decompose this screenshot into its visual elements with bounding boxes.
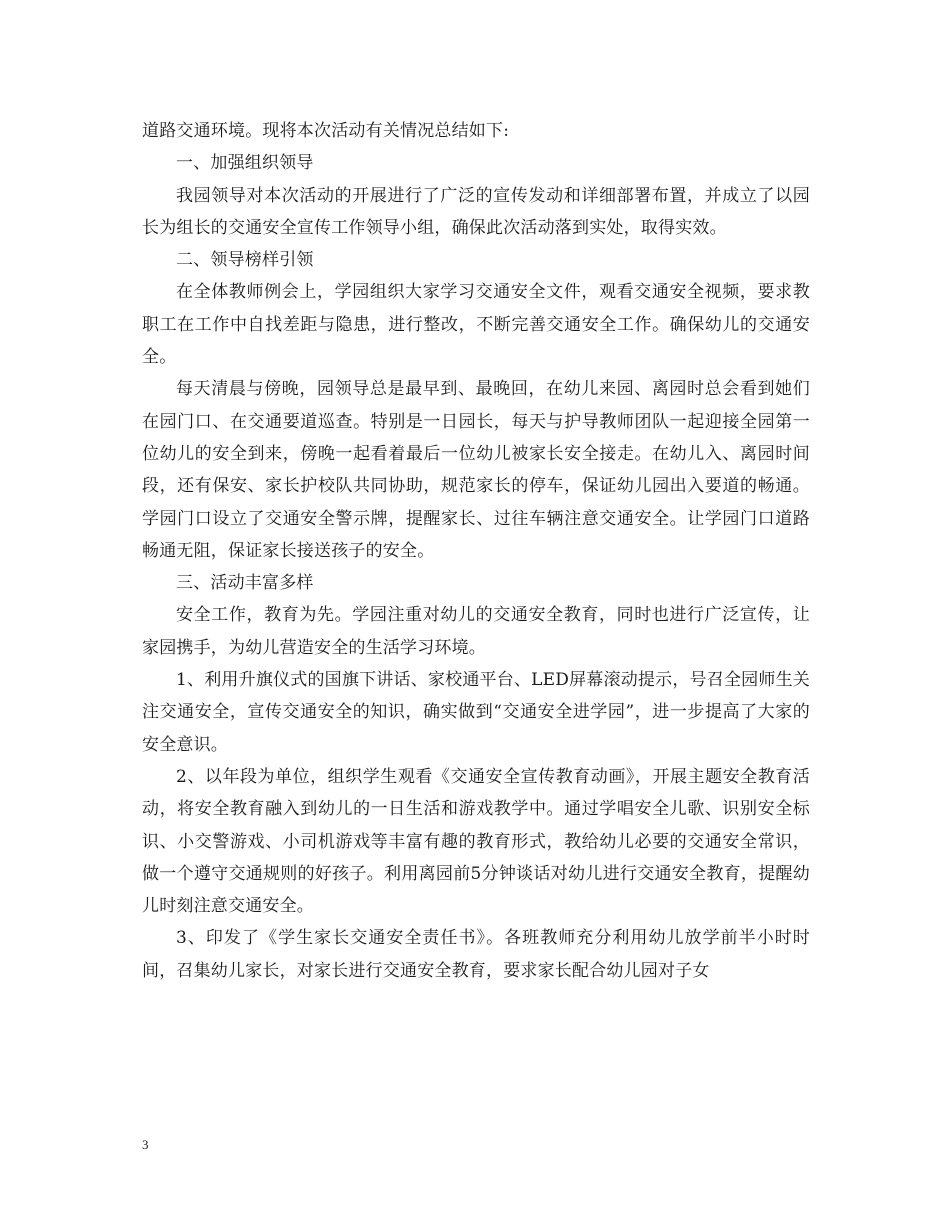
heading-rich-activities: 三、活动丰富多样 <box>176 573 314 594</box>
paragraph-item-2: 2、以年段为单位，组织学生观看《交通安全宣传教育动画》，开展主题安全教育活动，将安全教育融入到幼儿的一日生活和游戏教学中。通过学唱安全儿歌、识别安全标识、小交警游戏、小司机游戏等丰富有趣的教育形式，教给幼儿必要的交通安全常识，做一个遵守交通规则的好孩子。利用离园前5分钟谈话对幼儿进行交通安全教育，提醒幼儿时刻注意交通安全。 <box>142 766 810 917</box>
paragraph-leadership: 我园领导对本次活动的开展进行了广泛的宣传发动和详细部署布置，并成立了以园长为组长的交通安全宣传工作领导小组，确保此次活动落到实处，取得实效。 <box>142 185 810 238</box>
paragraph-daily-patrol: 每天清晨与傍晚，园领导总是最早到、最晚回，在幼儿来园、离园时总会看到她们在园门口、在交通要道巡查。特别是一日园长，每天与护导教师团队一起迎接全园第一位幼儿的安全到来，傍晚一起看着最后一位幼儿被家长安全接走。在幼儿入、离园时间段，还有保安、家长护校队共同协助，规范家长的停车，保证幼儿园出入要道的畅通。学园门口设立了交通安全警示牌，提醒家长、过往车辆注意交通安全。让学园门口道路畅通无阻，保证家长接送孩子的安全。 <box>142 379 810 561</box>
document-body <box>142 115 810 987</box>
paragraph-intro: 道路交通环境。现将本次活动有关情况总结如下: <box>142 121 510 141</box>
page-number: 3 <box>142 1137 149 1152</box>
heading-leaders-example: 二、领导榜样引领 <box>176 250 314 271</box>
paragraph-teacher-meeting: 在全体教师例会上，学园组织大家学习交通安全文件，观看交通安全视频，要求教职工在工作中自找差距与隐患，进行整改，不断完善交通安全工作。确保幼儿的交通安全。 <box>142 282 810 368</box>
paragraph-education-first: 安全工作，教育为先。学园注重对幼儿的交通安全教育，同时也进行广泛宣传，让家园携手，为幼儿营造安全的生活学习环境。 <box>142 605 810 658</box>
paragraph-item-1: 1、利用升旗仪式的国旗下讲话、家校通平台、LED屏幕滚动提示，号召全园师生关注交通安全，宣传交通安全的知识，确实做到“交通安全进学园”，进一步提高了大家的安全意识。 <box>142 670 810 755</box>
paragraph-item-3: 3、印发了《学生家长交通安全责任书》。各班教师充分利用幼儿放学前半小时时间，召集幼儿家长，对家长进行交通安全教育，要求家长配合幼儿园对子女 <box>142 928 810 981</box>
heading-strengthen-leadership: 一、加强组织领导 <box>176 153 314 174</box>
